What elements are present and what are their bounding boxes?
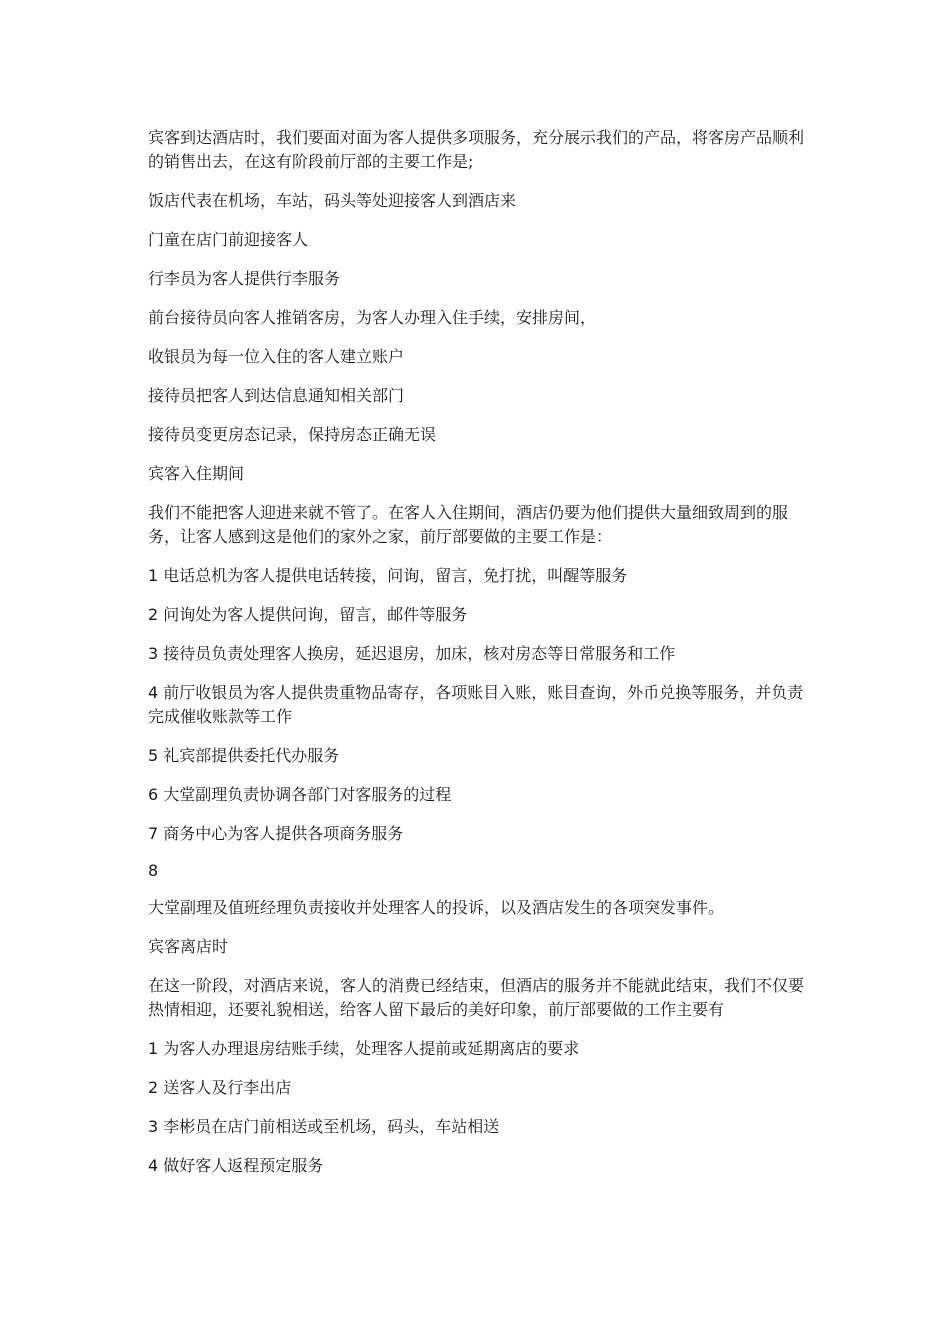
paragraph-bellman: 行李员为客人提供行李服务 (148, 269, 341, 288)
paragraph-departure-intro: 在这一阶段，对酒店来说，客人的消费已经结束，但酒店的服务并不能就此结束，我们不仅要热情相迎，还要礼貌相送，给客人留下最后的美好印象，前厅部要做的工作主要有 (148, 976, 805, 1019)
list-item-information-desk: 2 问询处为客人提供问询，留言，邮件等服务 (148, 605, 468, 624)
list-item-business-center: 7 商务中心为客人提供各项商务服务 (148, 824, 404, 843)
list-item-farewell: 3 李彬员在店门前相送或至机场，码头，车站相送 (148, 1117, 500, 1136)
list-item-number-8: 8 (148, 861, 159, 880)
paragraph-room-status: 接待员变更房态记录，保持房态正确无误 (148, 425, 437, 444)
list-item-return-booking: 4 做好客人返程预定服务 (148, 1156, 324, 1175)
list-item-switchboard: 1 电话总机为客人提供电话转接，问询，留言，免打扰，叫醒等服务 (148, 566, 628, 585)
document-body (148, 126, 808, 1193)
section-heading-during-stay: 宾客入住期间 (148, 464, 245, 483)
section-heading-departure: 宾客离店时 (148, 937, 229, 956)
list-item-checkout: 1 为客人办理退房结账手续，处理客人提前或延期离店的要求 (148, 1039, 580, 1058)
paragraph-stay-intro: 我们不能把客人迎进来就不管了。在客人入住期间，酒店仍要为他们提供大量细致周到的服务，让客人感到这是他们的家外之家，前厅部要做的主要工作是： (148, 503, 789, 546)
paragraph-airport-representative: 饭店代表在机场，车站，码头等处迎接客人到酒店来 (148, 191, 517, 210)
list-item-see-off: 2 送客人及行李出店 (148, 1078, 292, 1097)
paragraph-notify-departments: 接待员把客人到达信息通知相关部门 (148, 386, 405, 405)
list-item-room-change: 3 接待员负责处理客人换房，延迟退房，加床，核对房态等日常服务和工作 (148, 644, 676, 663)
paragraph-complaints: 大堂副理及值班经理负责接收并处理客人的投诉，以及酒店发生的各项突发事件。 (148, 898, 725, 917)
paragraph-doorman: 门童在店门前迎接客人 (148, 230, 309, 249)
list-item-concierge: 5 礼宾部提供委托代办服务 (148, 746, 340, 765)
paragraph-front-desk: 前台接待员向客人推销客房，为客人办理入住手续，安排房间， (148, 308, 597, 327)
paragraph-arrival-intro: 宾客到达酒店时，我们要面对面为客人提供多项服务，充分展示我们的产品，将客房产品顺利的销售出去，在这有阶段前厅部的主要工作是; (148, 128, 805, 171)
list-item-lobby-manager: 6 大堂副理负责协调各部门对客服务的过程 (148, 785, 452, 804)
paragraph-cashier-account: 收银员为每一位入住的客人建立账户 (148, 347, 405, 366)
list-item-front-cashier: 4 前厅收银员为客人提供贵重物品寄存，各项账目入账，账目查询，外币兑换等服务，并负责完成催收账款等工作 (148, 683, 804, 726)
